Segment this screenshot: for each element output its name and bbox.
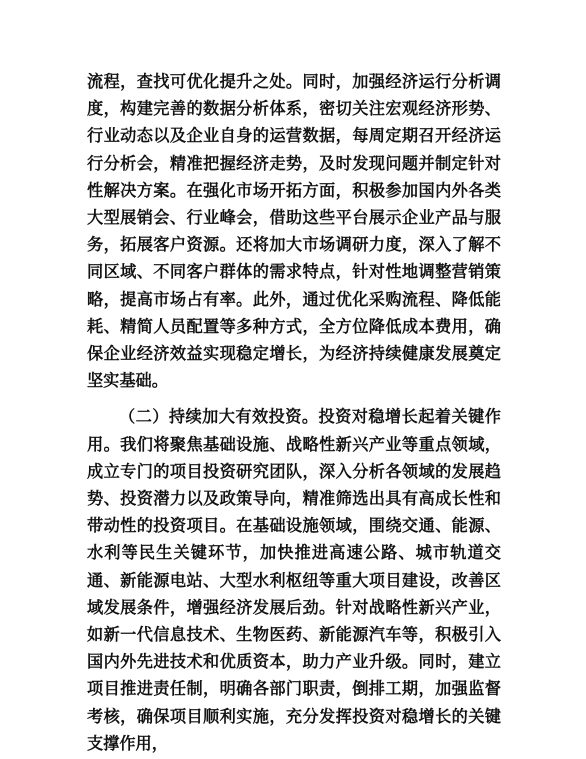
document-body (87, 68, 501, 757)
paragraph-2: （二）持续加大有效投资。投资对稳增长起着关键作用。我们将聚焦基础设施、战略性新兴产业等重点领域，成立专门的项目投资研究团队，深入分析各领域的发展趋势、投资潜力以及政策导向，精准筛选出具有高成长性和带动性的投资项目。在基础设施领域，围绕交通、能源、水利等民生关键环节，加快推进高速公路、城市轨道交通、新能源电站、大型水利枢纽等重大项目建设，改善区域发展条件，增强经济发展后劲。针对战略性新兴产业，如新一代信息技术、生物医药、新能源汽车等，积极引入国内外先进技术和优质资本，助力产业升级。同时，建立项目推进责任制，明确各部门职责，倒排工期，加强监督考核，确保项目顺利实施，充分发挥投资对稳增长的关键支撑作用， (87, 407, 501, 753)
paragraph-1: 流程，查找可优化提升之处。同时，加强经济运行分析调度，构建完善的数据分析体系，密切关注宏观经济形势、行业动态以及企业自身的运营数据，每周定期召开经济运行分析会，精准把握经济走势，及时发现问题并制定针对性解决方案。在强化市场开拓方面，积极参加国内外各类大型展销会、行业峰会，借助这些平台展示企业产品与服务，拓展客户资源。还将加大市场调研力度，深入了解不同区域、不同客户群体的需求特点，针对性地调整营销策略，提高市场占有率。此外，通过优化采购流程、降低能耗、精简人员配置等多种方式，全方位降低成本费用，确保企业经济效益实现稳定增长，为经济持续健康发展奠定坚实基础。 (87, 72, 501, 391)
